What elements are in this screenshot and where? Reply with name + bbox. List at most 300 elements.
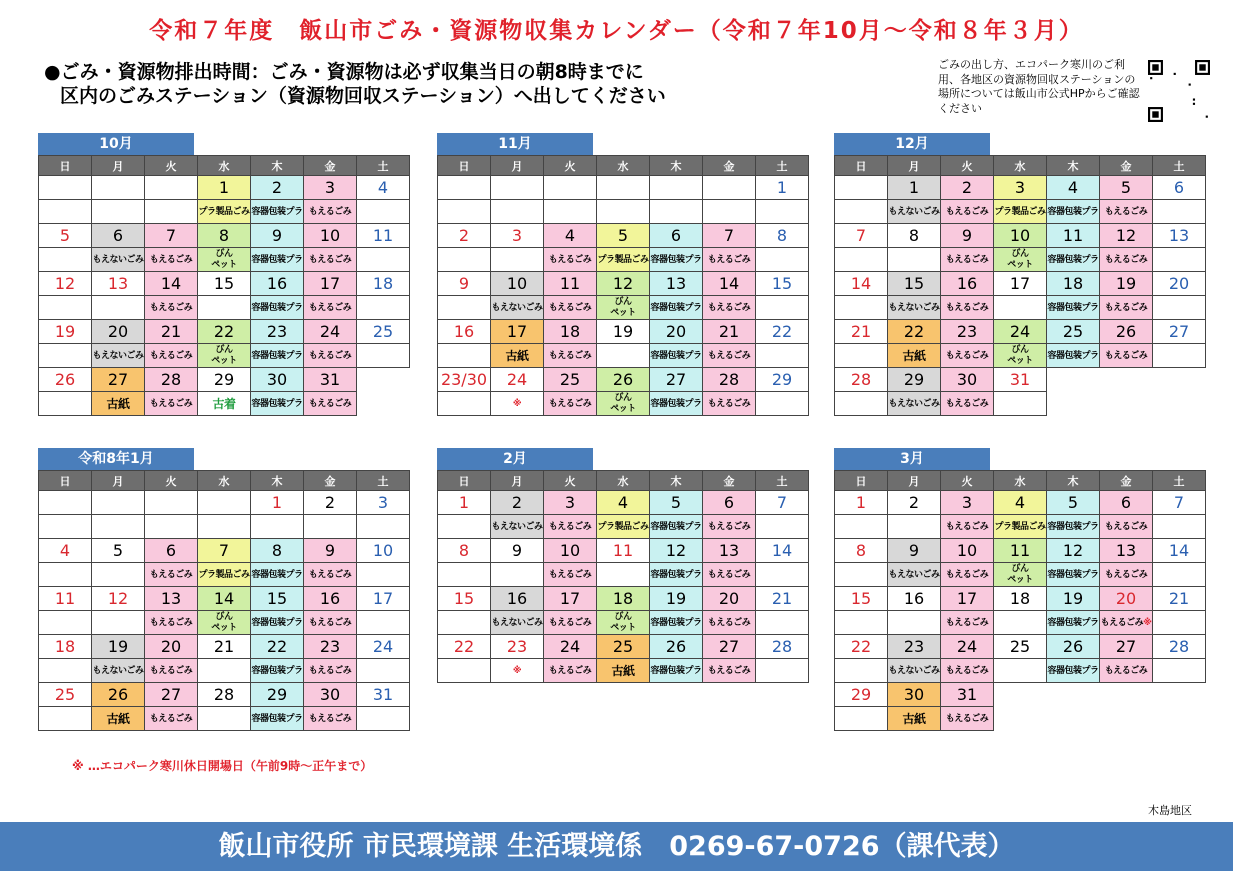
collection-label — [1153, 611, 1206, 635]
weekday-header: 火 — [941, 471, 994, 491]
collection-label — [251, 515, 304, 539]
day-cell: 30 — [304, 683, 357, 707]
collection-label: もえるごみ — [941, 611, 994, 635]
collection-label: もえるごみ — [145, 344, 198, 368]
day-cell: 29 — [251, 683, 304, 707]
day-cell: 9 — [438, 272, 491, 296]
weekday-header: 金 — [703, 156, 756, 176]
weekday-header: 日 — [438, 156, 491, 176]
day-cell: 27 — [1100, 635, 1153, 659]
day-cell: 6 — [92, 224, 145, 248]
day-cell: 13 — [1100, 539, 1153, 563]
collection-label: もえるごみ — [145, 659, 198, 683]
collection-label: びん ペット — [597, 611, 650, 635]
collection-label — [438, 515, 491, 539]
collection-label: もえるごみ — [941, 200, 994, 224]
notice-line-1: ●ごみ・資源物排出時間：ごみ・資源物は必ず収集当日の朝8時までに — [44, 61, 644, 83]
collection-label: 容器包装プラ — [251, 611, 304, 635]
collection-label: もえるごみ — [703, 563, 756, 587]
weekday-header: 火 — [544, 471, 597, 491]
collection-label — [438, 611, 491, 635]
collection-label: プラ製品ごみ — [994, 200, 1047, 224]
empty-cell — [1047, 707, 1100, 731]
day-cell: 10 — [941, 539, 994, 563]
collection-label: もえるごみ — [1100, 563, 1153, 587]
weekday-header: 木 — [1047, 156, 1100, 176]
day-cell: 18 — [357, 272, 410, 296]
day-cell: 9 — [941, 224, 994, 248]
day-cell: 1 — [835, 491, 888, 515]
day-cell: 28 — [703, 368, 756, 392]
day-cell: 6 — [703, 491, 756, 515]
day-cell: 5 — [650, 491, 703, 515]
weekday-header: 木 — [1047, 471, 1100, 491]
day-cell: 26 — [1100, 320, 1153, 344]
day-cell: 6 — [1100, 491, 1153, 515]
empty-cell — [1100, 683, 1153, 707]
day-cell: 9 — [888, 539, 941, 563]
day-cell: 27 — [650, 368, 703, 392]
weekday-header: 土 — [756, 156, 809, 176]
collection-label: 容器包装プラ — [650, 392, 703, 416]
day-cell: 5 — [1047, 491, 1100, 515]
collection-label: もえるごみ — [703, 248, 756, 272]
collection-label — [756, 200, 809, 224]
weekday-header: 水 — [597, 471, 650, 491]
collection-label: びん ペット — [994, 563, 1047, 587]
day-cell: 31 — [941, 683, 994, 707]
weekday-header: 水 — [198, 156, 251, 176]
collection-label: もえるごみ — [304, 296, 357, 320]
collection-label — [835, 611, 888, 635]
empty-cell — [491, 200, 544, 224]
empty-cell — [1047, 683, 1100, 707]
day-cell: 28 — [756, 635, 809, 659]
empty-cell — [92, 176, 145, 200]
collection-label: 古紙 — [888, 707, 941, 731]
day-cell: 26 — [92, 683, 145, 707]
day-cell: 15 — [756, 272, 809, 296]
collection-label — [597, 344, 650, 368]
empty-cell — [1100, 392, 1153, 416]
collection-label — [756, 392, 809, 416]
collection-label: もえるごみ — [1100, 515, 1153, 539]
weekday-header: 月 — [92, 156, 145, 176]
collection-label — [92, 611, 145, 635]
day-cell: 30 — [888, 683, 941, 707]
collection-label: もえるごみ — [703, 296, 756, 320]
collection-label: もえるごみ — [304, 563, 357, 587]
day-cell: 10 — [304, 224, 357, 248]
collection-label — [438, 344, 491, 368]
month-label: 11月 — [437, 133, 593, 155]
day-cell: 1 — [756, 176, 809, 200]
empty-cell — [1153, 707, 1206, 731]
collection-label — [994, 296, 1047, 320]
collection-label: 古紙 — [491, 344, 544, 368]
day-cell: 16 — [941, 272, 994, 296]
collection-label: プラ製品ごみ — [597, 515, 650, 539]
collection-label: 容器包装プラ — [251, 392, 304, 416]
collection-label: もえないごみ — [491, 515, 544, 539]
collection-label: プラ製品ごみ — [597, 248, 650, 272]
weekday-header: 木 — [251, 156, 304, 176]
day-cell: 18 — [597, 587, 650, 611]
day-cell: 18 — [1047, 272, 1100, 296]
day-cell: 2 — [941, 176, 994, 200]
collection-label: もえるごみ — [145, 296, 198, 320]
collection-label: 容器包装プラ — [650, 344, 703, 368]
weekday-header: 金 — [1100, 471, 1153, 491]
day-cell: 23 — [491, 635, 544, 659]
day-cell: 5 — [92, 539, 145, 563]
day-cell: 3 — [491, 224, 544, 248]
collection-label: もえるごみ — [1100, 296, 1153, 320]
collection-label — [1153, 344, 1206, 368]
collection-label: もえるごみ — [544, 248, 597, 272]
collection-label — [438, 248, 491, 272]
collection-label: 容器包装プラ — [1047, 248, 1100, 272]
collection-label: もえるごみ — [145, 248, 198, 272]
day-cell: 16 — [491, 587, 544, 611]
collection-label: もえるごみ — [703, 344, 756, 368]
day-cell: 13 — [92, 272, 145, 296]
collection-label: プラ製品ごみ — [198, 563, 251, 587]
collection-label — [198, 659, 251, 683]
collection-label — [835, 515, 888, 539]
collection-label — [491, 659, 544, 683]
day-cell: 3 — [544, 491, 597, 515]
empty-cell — [1153, 392, 1206, 416]
collection-label: プラ製品ごみ — [994, 515, 1047, 539]
day-cell: 27 — [92, 368, 145, 392]
collection-label: 容器包装プラ — [650, 248, 703, 272]
collection-label — [39, 296, 92, 320]
empty-cell — [92, 491, 145, 515]
collection-label — [357, 563, 410, 587]
collection-label: もえるごみ — [703, 515, 756, 539]
empty-cell — [92, 200, 145, 224]
calendar-november — [437, 133, 801, 416]
collection-label: もえるごみ — [544, 344, 597, 368]
footnote: ※ …エコパーク寒川休日開場日（午前9時～正午まで） — [72, 759, 373, 773]
day-cell: 13 — [650, 272, 703, 296]
day-cell: 12 — [39, 272, 92, 296]
day-cell: 1 — [251, 491, 304, 515]
day-cell: 16 — [438, 320, 491, 344]
collection-label — [888, 611, 941, 635]
day-cell: 8 — [251, 539, 304, 563]
collection-label: もえるごみ — [1100, 248, 1153, 272]
collection-label — [491, 392, 544, 416]
day-cell: 23 — [304, 635, 357, 659]
day-cell: 7 — [835, 224, 888, 248]
day-cell: 22 — [251, 635, 304, 659]
day-cell: 16 — [888, 587, 941, 611]
collection-label: びん ペット — [198, 248, 251, 272]
day-cell: 21 — [1153, 587, 1206, 611]
empty-cell — [198, 491, 251, 515]
holiday-open-mark: ※ — [512, 665, 522, 676]
collection-label: もえないごみ — [888, 659, 941, 683]
collection-label — [756, 248, 809, 272]
day-cell: 17 — [994, 272, 1047, 296]
weekday-header: 木 — [650, 471, 703, 491]
collection-label: もえるごみ — [941, 248, 994, 272]
day-cell: 4 — [1047, 176, 1100, 200]
collection-label: もえるごみ — [703, 611, 756, 635]
collection-label: 容器包装プラ — [251, 296, 304, 320]
day-cell: 22 — [835, 635, 888, 659]
collection-label: もえるごみ — [544, 296, 597, 320]
empty-cell — [1100, 368, 1153, 392]
collection-label: 容器包装プラ — [650, 296, 703, 320]
collection-label: もえるごみ — [1100, 344, 1153, 368]
collection-label: もえないごみ — [491, 611, 544, 635]
day-cell: 22 — [888, 320, 941, 344]
day-cell: 17 — [304, 272, 357, 296]
day-cell: 8 — [438, 539, 491, 563]
day-cell: 8 — [756, 224, 809, 248]
day-cell: 7 — [703, 224, 756, 248]
page-title: 令和７年度 飯山市ごみ・資源物収集カレンダー（令和７年10月～令和８年３月） — [149, 18, 1084, 44]
weekday-header: 木 — [251, 471, 304, 491]
day-cell: 11 — [357, 224, 410, 248]
collection-label — [438, 392, 491, 416]
weekday-header: 火 — [145, 156, 198, 176]
weekday-header: 日 — [39, 156, 92, 176]
day-cell: 29 — [888, 368, 941, 392]
day-cell: 23 — [251, 320, 304, 344]
day-cell: 2 — [491, 491, 544, 515]
collection-label: もえるごみ — [145, 707, 198, 731]
collection-label — [756, 296, 809, 320]
empty-cell — [357, 368, 410, 392]
weekday-header: 土 — [756, 471, 809, 491]
collection-label: もえるごみ — [304, 248, 357, 272]
day-cell: 25 — [1047, 320, 1100, 344]
weekday-header: 水 — [198, 471, 251, 491]
day-cell: 17 — [491, 320, 544, 344]
day-cell: 26 — [1047, 635, 1100, 659]
empty-cell — [1047, 368, 1100, 392]
weekday-header: 土 — [357, 156, 410, 176]
day-cell: 10 — [544, 539, 597, 563]
collection-label — [1153, 248, 1206, 272]
collection-label — [835, 659, 888, 683]
collection-label — [835, 248, 888, 272]
month-label: 令和8年1月 — [38, 448, 194, 470]
collection-label: もえるごみ — [1100, 200, 1153, 224]
collection-label: 容器包装プラ — [650, 563, 703, 587]
collection-label — [357, 344, 410, 368]
day-cell: 11 — [994, 539, 1047, 563]
collection-label: 容器包装プラ — [1047, 200, 1100, 224]
collection-label: 容器包装プラ — [251, 707, 304, 731]
day-cell: 9 — [491, 539, 544, 563]
collection-label: びん ペット — [198, 611, 251, 635]
collection-label: 容器包装プラ — [1047, 515, 1100, 539]
day-cell: 24 — [357, 635, 410, 659]
collection-label: もえるごみ — [145, 392, 198, 416]
day-cell: 8 — [835, 539, 888, 563]
day-cell: 3 — [941, 491, 994, 515]
empty-cell — [650, 176, 703, 200]
day-cell: 28 — [835, 368, 888, 392]
collection-label — [39, 563, 92, 587]
day-cell: 27 — [145, 683, 198, 707]
day-cell: 12 — [650, 539, 703, 563]
collection-label: 容器包装プラ — [251, 659, 304, 683]
empty-cell — [491, 176, 544, 200]
collection-label: びん ペット — [994, 248, 1047, 272]
weekday-header: 月 — [888, 156, 941, 176]
collection-label: 容器包装プラ — [650, 515, 703, 539]
day-cell: 15 — [251, 587, 304, 611]
empty-cell — [438, 176, 491, 200]
day-cell: 14 — [835, 272, 888, 296]
collection-label: もえないごみ — [888, 392, 941, 416]
day-cell: 19 — [1047, 587, 1100, 611]
day-cell: 21 — [198, 635, 251, 659]
collection-label — [357, 248, 410, 272]
holiday-open-mark: ※ — [1143, 617, 1152, 628]
day-cell: 7 — [145, 224, 198, 248]
collection-label: もえるごみ※ — [1100, 611, 1153, 635]
collection-label: もえるごみ — [703, 659, 756, 683]
weekday-header: 水 — [994, 471, 1047, 491]
day-cell: 27 — [703, 635, 756, 659]
day-cell: 28 — [1153, 635, 1206, 659]
day-cell: 11 — [597, 539, 650, 563]
collection-label: もえるごみ — [941, 707, 994, 731]
collection-label: もえないごみ — [491, 296, 544, 320]
collection-label: 容器包装プラ — [1047, 563, 1100, 587]
weekday-header: 土 — [1153, 156, 1206, 176]
collection-label: びん ペット — [994, 344, 1047, 368]
day-cell: 3 — [357, 491, 410, 515]
day-cell: 10 — [357, 539, 410, 563]
day-cell: 18 — [544, 320, 597, 344]
collection-label: 容器包装プラ — [251, 200, 304, 224]
day-cell: 20 — [145, 635, 198, 659]
collection-label: もえるごみ — [304, 200, 357, 224]
empty-cell — [544, 176, 597, 200]
calendar-february — [437, 448, 801, 683]
day-cell: 14 — [756, 539, 809, 563]
collection-label — [888, 248, 941, 272]
collection-label — [756, 515, 809, 539]
day-cell: 8 — [198, 224, 251, 248]
collection-label — [438, 563, 491, 587]
day-cell: 6 — [1153, 176, 1206, 200]
empty-cell — [703, 176, 756, 200]
collection-label — [756, 344, 809, 368]
empty-cell — [39, 491, 92, 515]
empty-cell — [438, 200, 491, 224]
collection-label: もえるごみ — [544, 563, 597, 587]
empty-cell — [835, 200, 888, 224]
collection-label: もえるごみ — [544, 392, 597, 416]
day-cell: 22 — [438, 635, 491, 659]
collection-label — [438, 659, 491, 683]
empty-cell — [544, 200, 597, 224]
day-cell: 22 — [198, 320, 251, 344]
empty-cell — [597, 176, 650, 200]
collection-label: もえるごみ — [703, 392, 756, 416]
day-cell: 21 — [703, 320, 756, 344]
day-cell: 16 — [251, 272, 304, 296]
day-cell: 15 — [835, 587, 888, 611]
notice-line-2: 区内のごみステーション（資源物回収ステーション）へ出してください — [60, 85, 666, 107]
collection-label — [438, 296, 491, 320]
collection-label — [491, 248, 544, 272]
day-cell: 23 — [888, 635, 941, 659]
day-cell: 1 — [888, 176, 941, 200]
collection-label: もえるごみ — [304, 707, 357, 731]
day-cell: 2 — [438, 224, 491, 248]
day-cell: 24 — [491, 368, 544, 392]
collection-label — [994, 659, 1047, 683]
collection-label: もえないごみ — [92, 659, 145, 683]
day-cell: 17 — [941, 587, 994, 611]
collection-label — [491, 563, 544, 587]
empty-cell — [994, 707, 1047, 731]
day-cell: 20 — [1100, 587, 1153, 611]
collection-label: もえるごみ — [304, 392, 357, 416]
month-label: 2月 — [437, 448, 593, 470]
day-cell: 25 — [39, 683, 92, 707]
day-cell: 25 — [994, 635, 1047, 659]
collection-label — [39, 392, 92, 416]
day-cell: 24 — [941, 635, 994, 659]
empty-cell — [198, 515, 251, 539]
empty-cell — [1153, 683, 1206, 707]
weekday-header: 日 — [438, 471, 491, 491]
collection-label: もえるごみ — [1100, 659, 1153, 683]
day-cell: 28 — [145, 368, 198, 392]
collection-label: もえるごみ — [941, 296, 994, 320]
collection-label — [835, 344, 888, 368]
day-cell: 28 — [198, 683, 251, 707]
day-cell: 12 — [1100, 224, 1153, 248]
empty-cell — [835, 176, 888, 200]
collection-label — [835, 563, 888, 587]
empty-cell — [1153, 368, 1206, 392]
collection-label — [39, 248, 92, 272]
weekday-header: 日 — [835, 156, 888, 176]
month-label: 12月 — [834, 133, 990, 155]
collection-label: 容器包装プラ — [1047, 659, 1100, 683]
weekday-header: 水 — [994, 156, 1047, 176]
day-cell: 25 — [544, 368, 597, 392]
day-cell: 17 — [544, 587, 597, 611]
day-cell: 13 — [703, 539, 756, 563]
collection-label — [1153, 563, 1206, 587]
day-cell: 10 — [491, 272, 544, 296]
collection-label: もえるごみ — [941, 515, 994, 539]
weekday-header: 水 — [597, 156, 650, 176]
day-cell: 23/30 — [438, 368, 491, 392]
collection-label — [357, 515, 410, 539]
collection-label: もえないごみ — [888, 296, 941, 320]
weekday-header: 土 — [357, 471, 410, 491]
collection-label: 古紙 — [597, 659, 650, 683]
day-cell: 26 — [597, 368, 650, 392]
collection-label: もえるごみ — [304, 659, 357, 683]
day-cell: 11 — [544, 272, 597, 296]
collection-label — [357, 611, 410, 635]
